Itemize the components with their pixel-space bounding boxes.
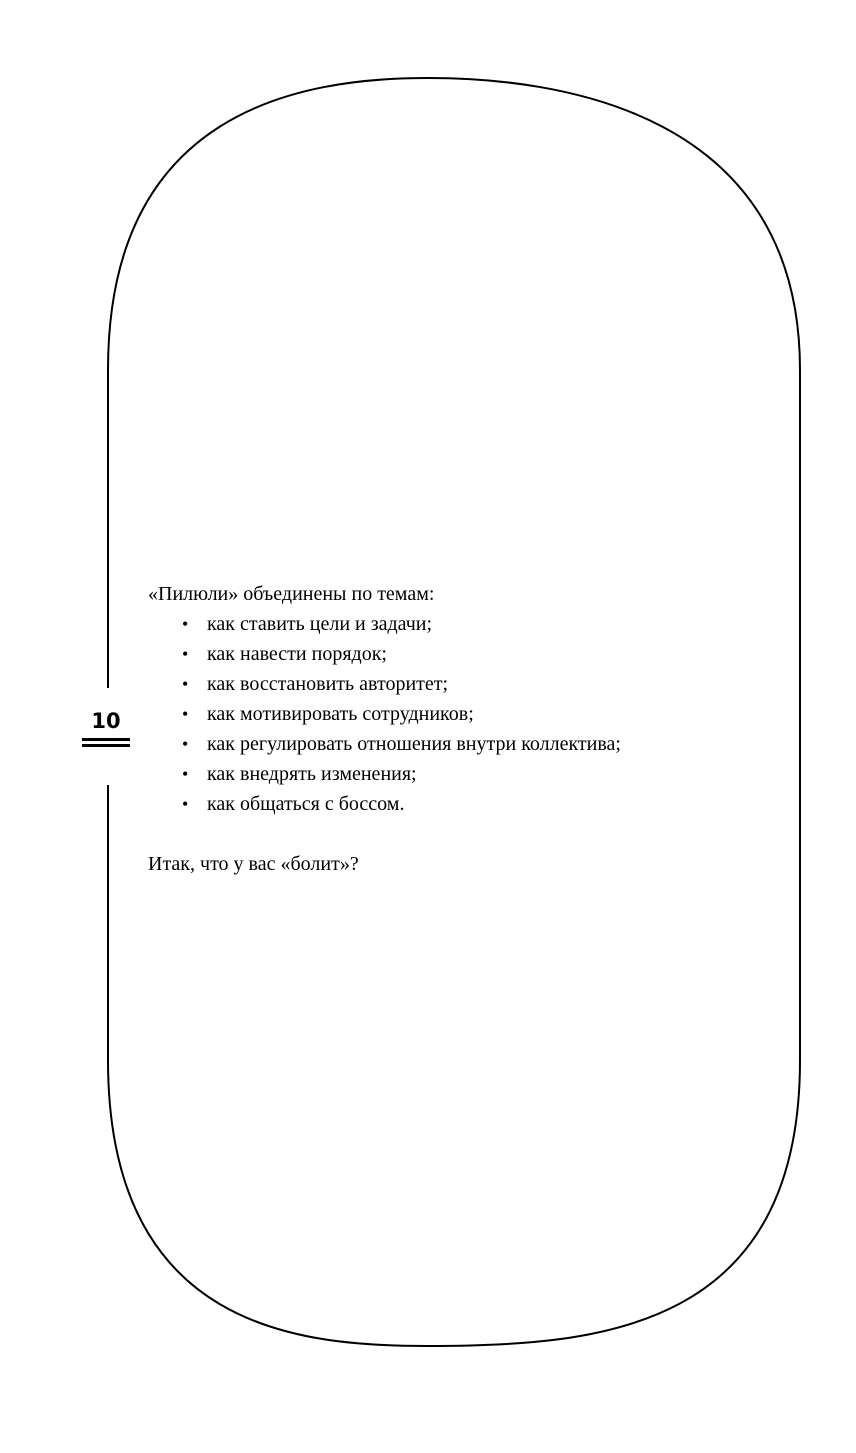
bullet-icon: • — [182, 704, 189, 724]
list-item — [182, 669, 748, 699]
topic-text: как навести порядок; — [207, 643, 387, 665]
bullet-icon: • — [182, 644, 189, 664]
page-number-marker — [80, 708, 132, 747]
list-item — [182, 759, 748, 789]
topic-text: как мотивировать сотрудников; — [207, 703, 474, 725]
page-number: 10 — [91, 709, 121, 733]
bullet-icon: • — [182, 764, 189, 784]
topic-text: как внедрять изменения; — [207, 763, 417, 785]
bullet-icon: • — [182, 734, 189, 754]
list-item — [182, 609, 748, 639]
topic-text: как регулировать отношения внутри коллектива; — [207, 733, 621, 755]
topics-list — [148, 609, 748, 819]
bullet-icon: • — [182, 614, 189, 634]
list-item — [182, 789, 748, 819]
page-number-rule-top — [82, 738, 130, 741]
topics-intro: «Пилюли» объединены по темам: — [148, 583, 435, 605]
topic-text: как общаться с боссом. — [207, 793, 405, 815]
closing-question: Итак, что у вас «болит»? — [148, 853, 359, 875]
page-body — [148, 579, 748, 879]
list-item — [182, 729, 748, 759]
bullet-icon: • — [182, 674, 189, 694]
page-number-rule-bottom — [82, 744, 130, 747]
topic-text: как ставить цели и задачи; — [207, 613, 433, 635]
list-item — [182, 699, 748, 729]
list-item — [182, 639, 748, 669]
bullet-icon: • — [182, 794, 189, 814]
topic-text: как восстановить авторитет; — [207, 673, 449, 695]
